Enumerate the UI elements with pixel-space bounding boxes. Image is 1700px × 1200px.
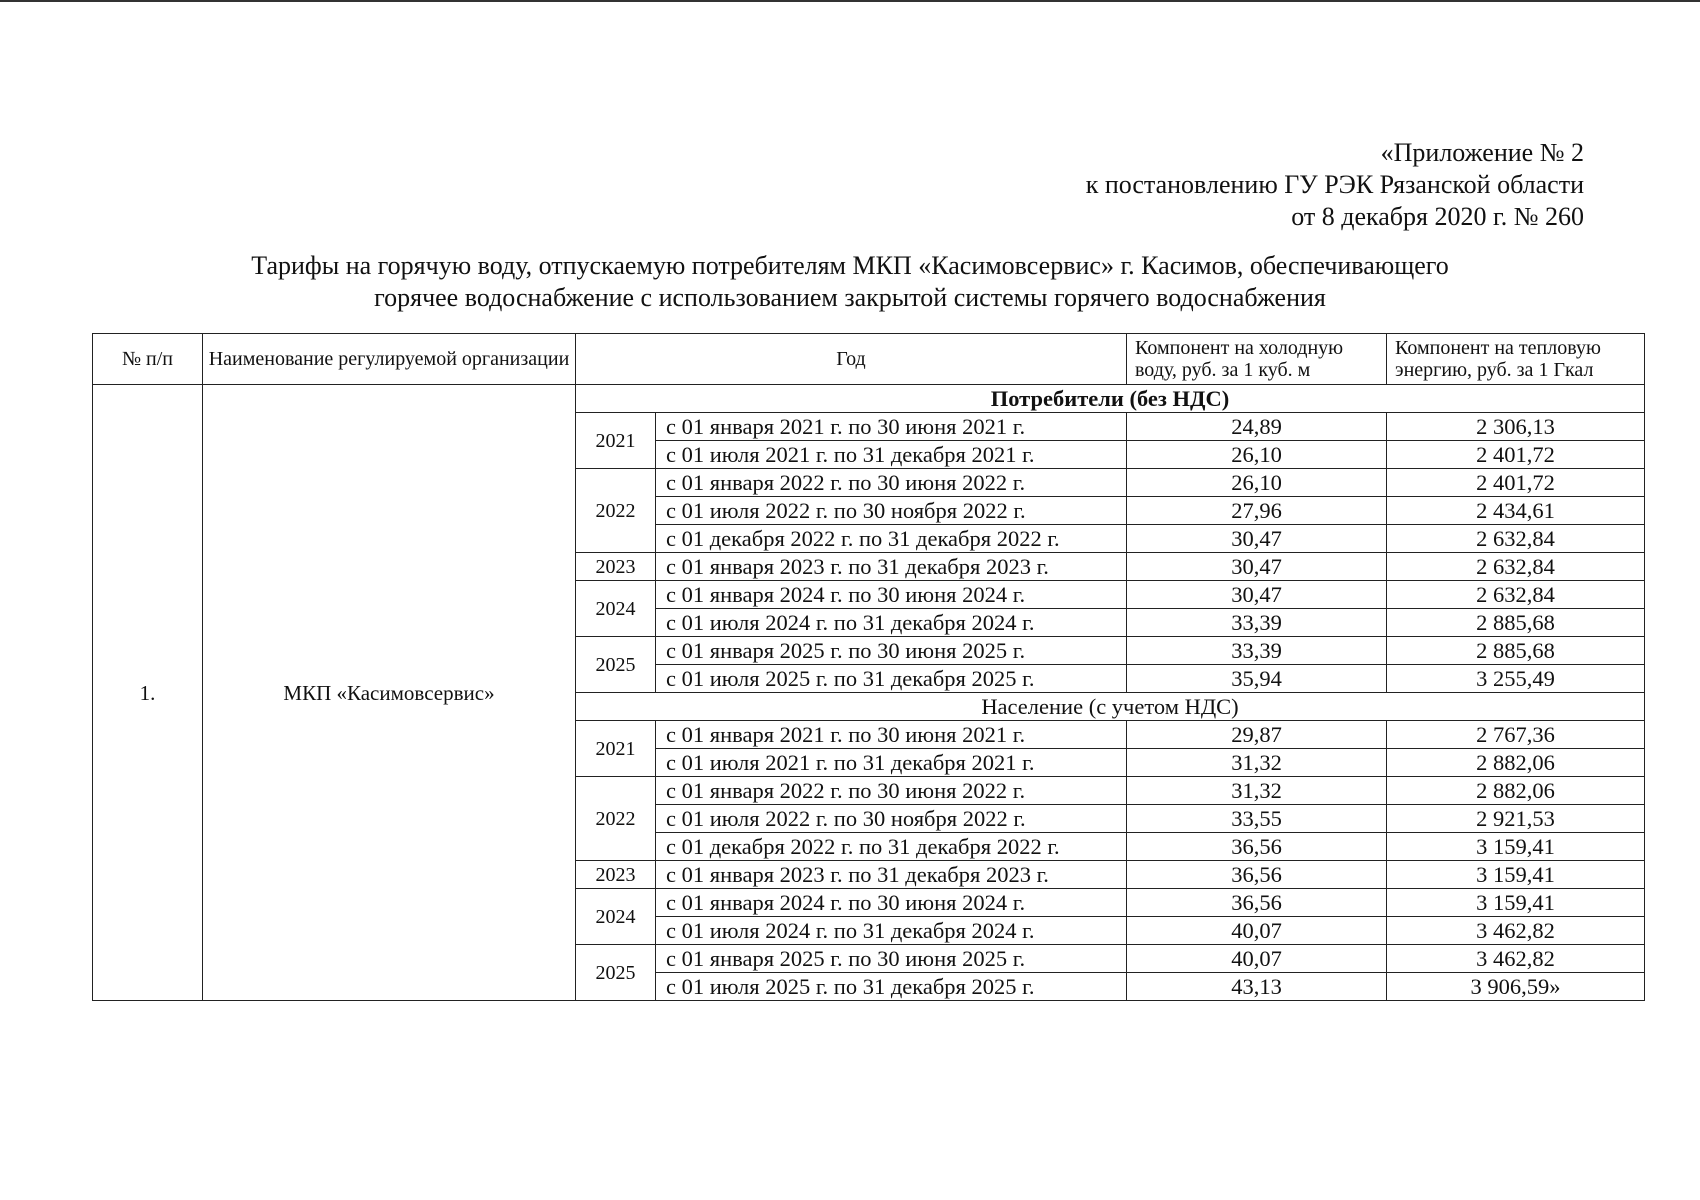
section-row — [93, 385, 1645, 413]
heat-energy-cell: 2 306,13 — [1387, 413, 1645, 441]
cold-water-cell: 36,56 — [1127, 833, 1387, 861]
period-cell: с 01 июля 2024 г. по 31 декабря 2024 г. — [656, 609, 1127, 637]
table-header-row — [93, 334, 1645, 385]
appendix-header — [1086, 137, 1584, 233]
heat-energy-cell: 2 882,06 — [1387, 749, 1645, 777]
cold-water-cell: 35,94 — [1127, 665, 1387, 693]
period-cell: с 01 января 2023 г. по 31 декабря 2023 г. — [656, 553, 1127, 581]
cold-water-cell: 36,56 — [1127, 889, 1387, 917]
cold-water-cell: 30,47 — [1127, 525, 1387, 553]
cold-water-cell: 26,10 — [1127, 441, 1387, 469]
heat-energy-cell: 3 159,41 — [1387, 833, 1645, 861]
heat-energy-cell: 3 462,82 — [1387, 917, 1645, 945]
document-title-line-1: Тарифы на горячую воду, отпускаемую потребителям МКП «Касимовсервис» г. Касимов, обеспечивающего — [251, 251, 1449, 280]
heat-energy-cell: 2 885,68 — [1387, 637, 1645, 665]
document-title — [92, 250, 1608, 314]
appendix-line-1: «Приложение № 2 — [1380, 138, 1584, 167]
heat-energy-cell: 2 401,72 — [1387, 441, 1645, 469]
period-cell: с 01 июля 2022 г. по 30 ноября 2022 г. — [656, 497, 1127, 525]
period-cell: с 01 июля 2025 г. по 31 декабря 2025 г. — [656, 973, 1127, 1001]
year-cell: 2021 — [576, 413, 656, 469]
heat-energy-cell: 2 632,84 — [1387, 553, 1645, 581]
cold-water-cell: 24,89 — [1127, 413, 1387, 441]
cold-water-cell: 26,10 — [1127, 469, 1387, 497]
document-title-line-2: горячее водоснабжение с использованием закрытой системы горячего водоснабжения — [374, 283, 1326, 312]
heat-energy-cell: 3 159,41 — [1387, 861, 1645, 889]
heat-energy-cell: 3 906,59» — [1387, 973, 1645, 1001]
heat-energy-cell: 3 159,41 — [1387, 889, 1645, 917]
year-cell: 2023 — [576, 861, 656, 889]
period-cell: с 01 января 2024 г. по 30 июня 2024 г. — [656, 889, 1127, 917]
organization-name: МКП «Касимовсервис» — [203, 385, 576, 1001]
cold-water-cell: 40,07 — [1127, 945, 1387, 973]
period-cell: с 01 июля 2024 г. по 31 декабря 2024 г. — [656, 917, 1127, 945]
period-cell: с 01 января 2025 г. по 30 июня 2025 г. — [656, 945, 1127, 973]
period-cell: с 01 июля 2021 г. по 31 декабря 2021 г. — [656, 441, 1127, 469]
heat-energy-cell: 2 767,36 — [1387, 721, 1645, 749]
period-cell: с 01 декабря 2022 г. по 31 декабря 2022 г. — [656, 833, 1127, 861]
scan-top-edge — [0, 0, 1700, 2]
cold-water-cell: 30,47 — [1127, 553, 1387, 581]
header-heat-energy: Компонент на тепловую энергию, руб. за 1 Гкал — [1387, 334, 1645, 385]
table-body — [93, 385, 1645, 1001]
heat-energy-cell: 2 921,53 — [1387, 805, 1645, 833]
heat-energy-cell: 3 255,49 — [1387, 665, 1645, 693]
period-cell: с 01 июля 2025 г. по 31 декабря 2025 г. — [656, 665, 1127, 693]
cold-water-cell: 33,39 — [1127, 637, 1387, 665]
heat-energy-cell: 2 632,84 — [1387, 581, 1645, 609]
header-organization: Наименование регулируемой организации — [203, 334, 576, 385]
cold-water-cell: 30,47 — [1127, 581, 1387, 609]
period-cell: с 01 января 2024 г. по 30 июня 2024 г. — [656, 581, 1127, 609]
header-year: Год — [576, 334, 1127, 385]
cold-water-cell: 27,96 — [1127, 497, 1387, 525]
heat-energy-cell: 2 401,72 — [1387, 469, 1645, 497]
cold-water-cell: 29,87 — [1127, 721, 1387, 749]
tariff-table — [92, 333, 1645, 1001]
heat-energy-cell: 2 632,84 — [1387, 525, 1645, 553]
cold-water-cell: 40,07 — [1127, 917, 1387, 945]
year-cell: 2024 — [576, 581, 656, 637]
row-number: 1. — [93, 385, 203, 1001]
section-title: Население (с учетом НДС) — [576, 693, 1645, 721]
period-cell: с 01 января 2021 г. по 30 июня 2021 г. — [656, 721, 1127, 749]
header-cold-water: Компонент на холодную воду, руб. за 1 куб. м — [1127, 334, 1387, 385]
year-cell: 2022 — [576, 777, 656, 861]
period-cell: с 01 декабря 2022 г. по 31 декабря 2022 г. — [656, 525, 1127, 553]
header-num: № п/п — [93, 334, 203, 385]
cold-water-cell: 31,32 — [1127, 749, 1387, 777]
section-title: Потребители (без НДС) — [576, 385, 1645, 413]
year-cell: 2021 — [576, 721, 656, 777]
cold-water-cell: 33,55 — [1127, 805, 1387, 833]
cold-water-cell: 33,39 — [1127, 609, 1387, 637]
year-cell: 2024 — [576, 889, 656, 945]
year-cell: 2022 — [576, 469, 656, 553]
period-cell: с 01 июля 2022 г. по 30 ноября 2022 г. — [656, 805, 1127, 833]
heat-energy-cell: 2 882,06 — [1387, 777, 1645, 805]
appendix-line-2: к постановлению ГУ РЭК Рязанской области — [1085, 170, 1584, 199]
heat-energy-cell: 2 885,68 — [1387, 609, 1645, 637]
period-cell: с 01 января 2021 г. по 30 июня 2021 г. — [656, 413, 1127, 441]
cold-water-cell: 43,13 — [1127, 973, 1387, 1001]
appendix-line-3: от 8 декабря 2020 г. № 260 — [1291, 202, 1584, 231]
cold-water-cell: 36,56 — [1127, 861, 1387, 889]
year-cell: 2023 — [576, 553, 656, 581]
period-cell: с 01 января 2025 г. по 30 июня 2025 г. — [656, 637, 1127, 665]
period-cell: с 01 июля 2021 г. по 31 декабря 2021 г. — [656, 749, 1127, 777]
year-cell: 2025 — [576, 945, 656, 1001]
year-cell: 2025 — [576, 637, 656, 693]
period-cell: с 01 января 2023 г. по 31 декабря 2023 г. — [656, 861, 1127, 889]
period-cell: с 01 января 2022 г. по 30 июня 2022 г. — [656, 777, 1127, 805]
period-cell: с 01 января 2022 г. по 30 июня 2022 г. — [656, 469, 1127, 497]
heat-energy-cell: 3 462,82 — [1387, 945, 1645, 973]
heat-energy-cell: 2 434,61 — [1387, 497, 1645, 525]
cold-water-cell: 31,32 — [1127, 777, 1387, 805]
